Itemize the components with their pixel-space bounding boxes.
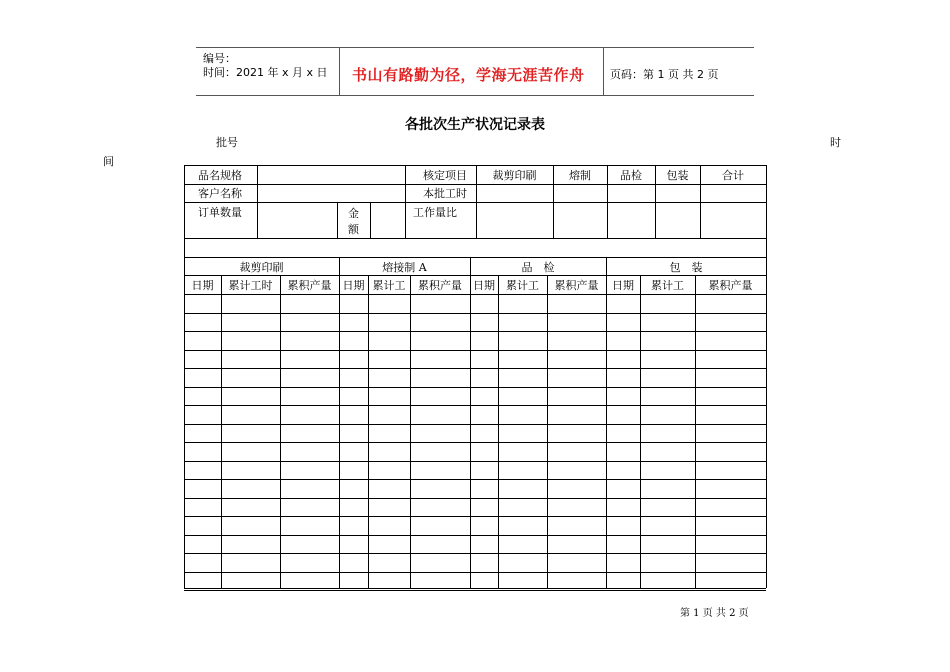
- grid-col-10: [640, 275, 641, 588]
- sub-hours-3: 累计工: [506, 279, 539, 292]
- data-row-line: [184, 572, 766, 573]
- workload-ratio-label: 工作量比: [413, 206, 457, 219]
- document-title: 各批次生产状况记录表: [405, 117, 545, 133]
- check-item-label: 核定项目: [423, 169, 467, 182]
- table-border-right: [766, 165, 767, 588]
- sub-output-4: 累积产量: [708, 279, 753, 292]
- info-col-line-c: [370, 202, 371, 238]
- data-row-line: [184, 516, 766, 517]
- data-row-line: [184, 424, 766, 425]
- grid-col-8: [547, 275, 548, 588]
- sub-output-3: 累积产量: [554, 279, 599, 292]
- info-row-line-4: [184, 257, 766, 258]
- section-packing: 包 装: [669, 261, 703, 274]
- header-top-border: [196, 47, 754, 48]
- grid-col-5: [410, 275, 411, 588]
- sub-output-2: 累积产量: [418, 279, 462, 292]
- data-row-line: [184, 331, 766, 332]
- sub-output-1: 累积产量: [287, 279, 332, 292]
- info-row-line-1: [184, 184, 766, 185]
- page-footer: 第 1 页 共 2 页: [680, 608, 749, 619]
- sub-hours-1: 累计工时: [228, 279, 273, 292]
- info-col-melting: 熔制: [569, 169, 591, 182]
- data-row-line: [184, 350, 766, 351]
- data-row-line: [184, 294, 766, 295]
- info-row-line-2: [184, 202, 766, 203]
- section-cutting-printing: 裁剪印刷: [239, 261, 284, 274]
- customer-name-label: 客户名称: [198, 187, 242, 200]
- data-row-line: [184, 479, 766, 480]
- info-col-cutting-printing: 裁剪印刷: [492, 169, 537, 182]
- header-divider-left: [339, 47, 340, 95]
- grid-col-3: [339, 257, 340, 588]
- header-divider-right: [603, 47, 604, 95]
- header-number-label: 编号：: [203, 52, 236, 65]
- data-row-line: [184, 368, 766, 369]
- header-page-code: 页码：第 1 页 共 2 页: [610, 68, 719, 81]
- header-time-label: 时间：2021 年 x 月 x 日: [203, 66, 328, 79]
- info-col-total: 合计: [722, 169, 744, 182]
- info-row-line-3: [184, 238, 766, 239]
- grid-col-7: [498, 275, 499, 588]
- amount-label-2: 额: [348, 223, 359, 236]
- sub-date-1: 日期: [191, 279, 214, 292]
- sub-date-2: 日期: [342, 279, 365, 292]
- sub-hours-2: 累计工: [372, 279, 406, 292]
- order-qty-label: 订单数量: [198, 206, 242, 219]
- sub-date-3: 日期: [473, 279, 495, 292]
- table-border-left: [184, 165, 185, 588]
- batch-hours-label: 本批工时: [423, 187, 467, 200]
- data-row-line: [184, 461, 766, 462]
- section-inspection: 品 检: [521, 261, 555, 274]
- data-row-line: [184, 405, 766, 406]
- grid-col-11: [695, 275, 696, 588]
- info-col-line-a: [257, 165, 258, 238]
- data-row-line: [184, 442, 766, 443]
- grid-col-6: [470, 257, 471, 588]
- table-border-bottom: [184, 588, 766, 589]
- data-row-line: [184, 535, 766, 536]
- grid-col-9: [606, 257, 607, 588]
- data-row-line: [184, 590, 766, 591]
- info-col-inspection: 品检: [620, 169, 642, 182]
- header-bottom-border: [196, 95, 754, 96]
- info-col-line-b: [337, 202, 338, 238]
- section-header-line: [184, 275, 766, 276]
- header-motto: 书山有路勤为径，学海无涯苦作舟: [352, 66, 585, 84]
- section-welding-a: 熔接制 A: [382, 261, 427, 274]
- batch-label: 批号: [216, 136, 238, 149]
- data-row-line: [184, 387, 766, 388]
- data-row-line: [184, 313, 766, 314]
- grid-col-1: [221, 275, 222, 588]
- table-border-top: [184, 165, 766, 166]
- time-label-left: 间: [103, 155, 114, 168]
- product-spec-label: 品名规格: [198, 169, 242, 182]
- grid-col-4: [368, 275, 369, 588]
- amount-label-1: 金: [348, 207, 359, 220]
- info-col-packing: 包装: [666, 169, 689, 182]
- sub-hours-4: 累计工: [651, 279, 684, 292]
- info-col-line-d: [405, 165, 406, 238]
- grid-col-2: [280, 275, 281, 588]
- sub-date-4: 日期: [612, 279, 634, 292]
- data-row-line: [184, 553, 766, 554]
- time-label-right: 时: [830, 136, 841, 149]
- data-row-line: [184, 498, 766, 499]
